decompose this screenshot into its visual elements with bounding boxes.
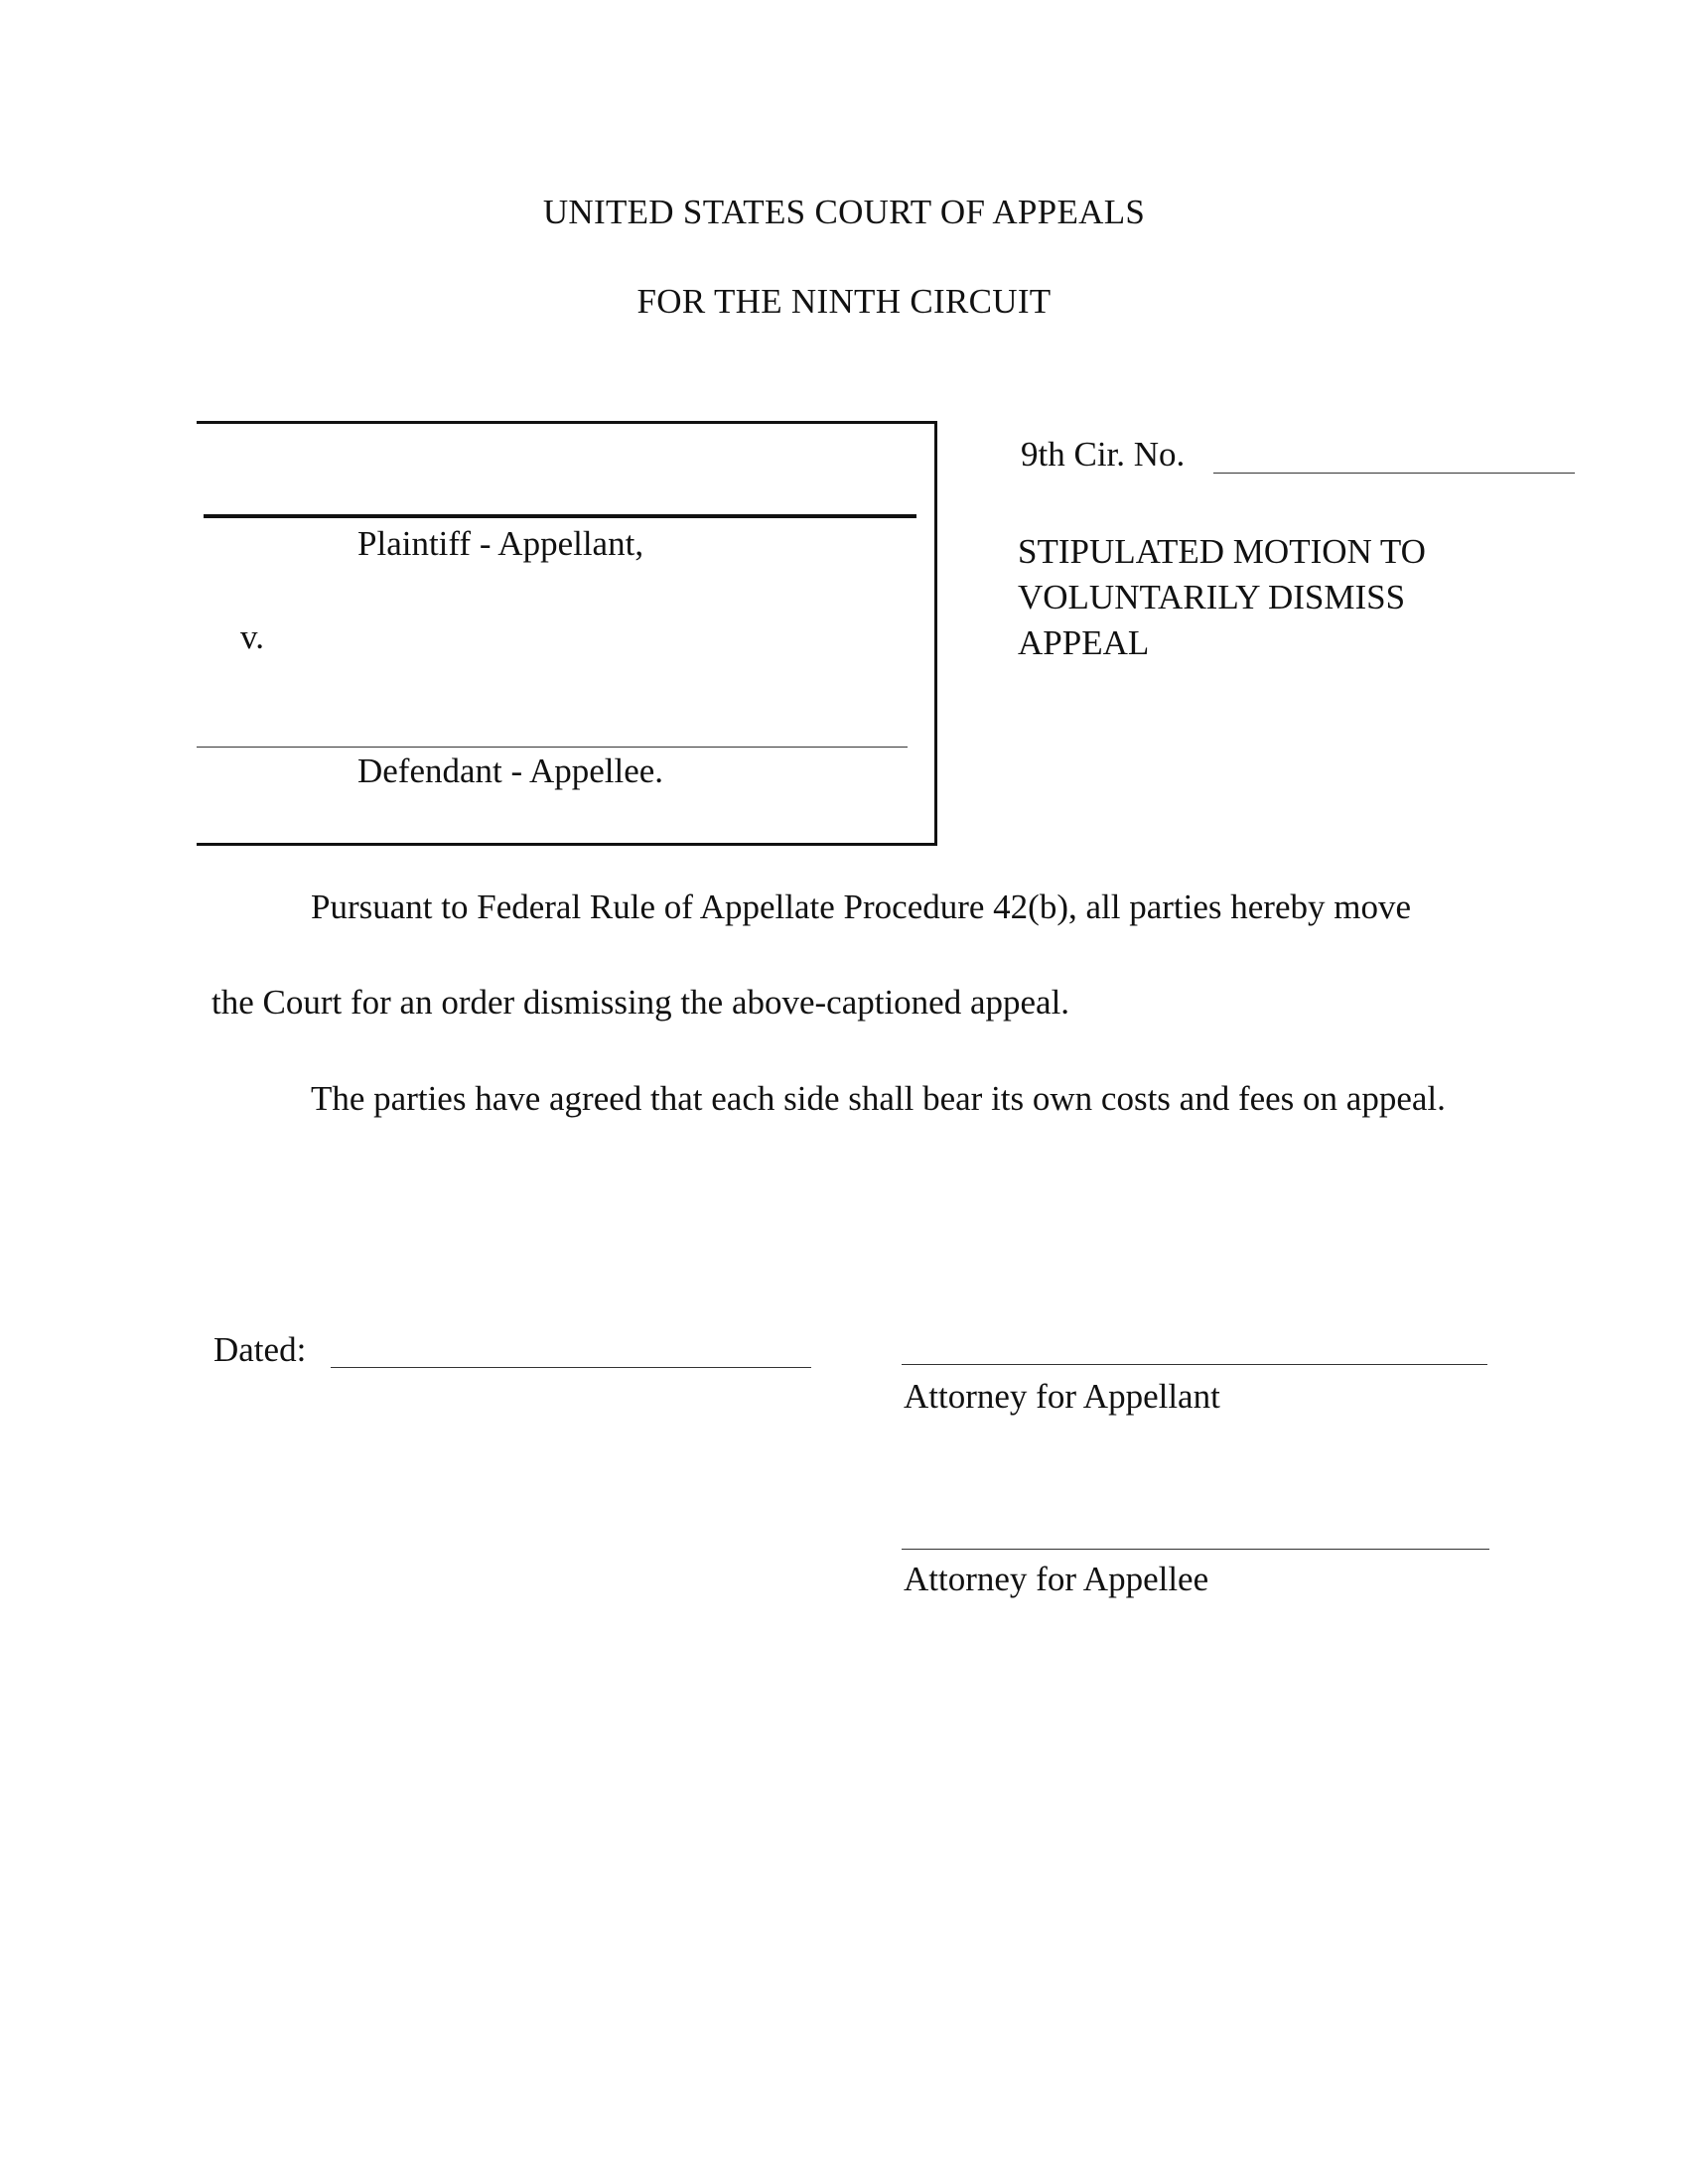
case-number-label: 9th Cir. No.: [1021, 435, 1186, 474]
defendant-name-line: [197, 747, 908, 748]
appellant-signature-line: [902, 1364, 1487, 1365]
motion-title-line: APPEAL: [1018, 623, 1150, 662]
defendant-label: Defendant - Appellee.: [357, 751, 664, 790]
date-blank-line: [331, 1367, 811, 1368]
paragraph-2: The parties have agreed that each side shall bear its own costs and fees on appeal.: [311, 1079, 1446, 1118]
court-name: UNITED STATES COURT OF APPEALS: [542, 193, 1146, 231]
plaintiff-name-line: [204, 514, 916, 518]
motion-title: [1018, 529, 1614, 666]
plaintiff-label: Plaintiff - Appellant,: [357, 524, 644, 563]
case-number-blank: [1213, 473, 1575, 474]
appellee-attorney-label: Attorney for Appellee: [904, 1560, 1209, 1598]
dated-label: Dated:: [213, 1330, 307, 1369]
versus-label: v.: [240, 617, 264, 656]
motion-title-line: VOLUNTARILY DISMISS: [1018, 578, 1406, 616]
paragraph-1-line-2: the Court for an order dismissing the above-captioned appeal.: [211, 983, 1070, 1022]
appellee-signature-line: [902, 1549, 1489, 1550]
motion-title-line: STIPULATED MOTION TO: [1018, 532, 1426, 571]
appellant-attorney-label: Attorney for Appellant: [904, 1377, 1220, 1416]
circuit-name: FOR THE NINTH CIRCUIT: [636, 282, 1052, 321]
paragraph-1-line-1: Pursuant to Federal Rule of Appellate Procedure 42(b), all parties hereby move: [311, 887, 1412, 926]
